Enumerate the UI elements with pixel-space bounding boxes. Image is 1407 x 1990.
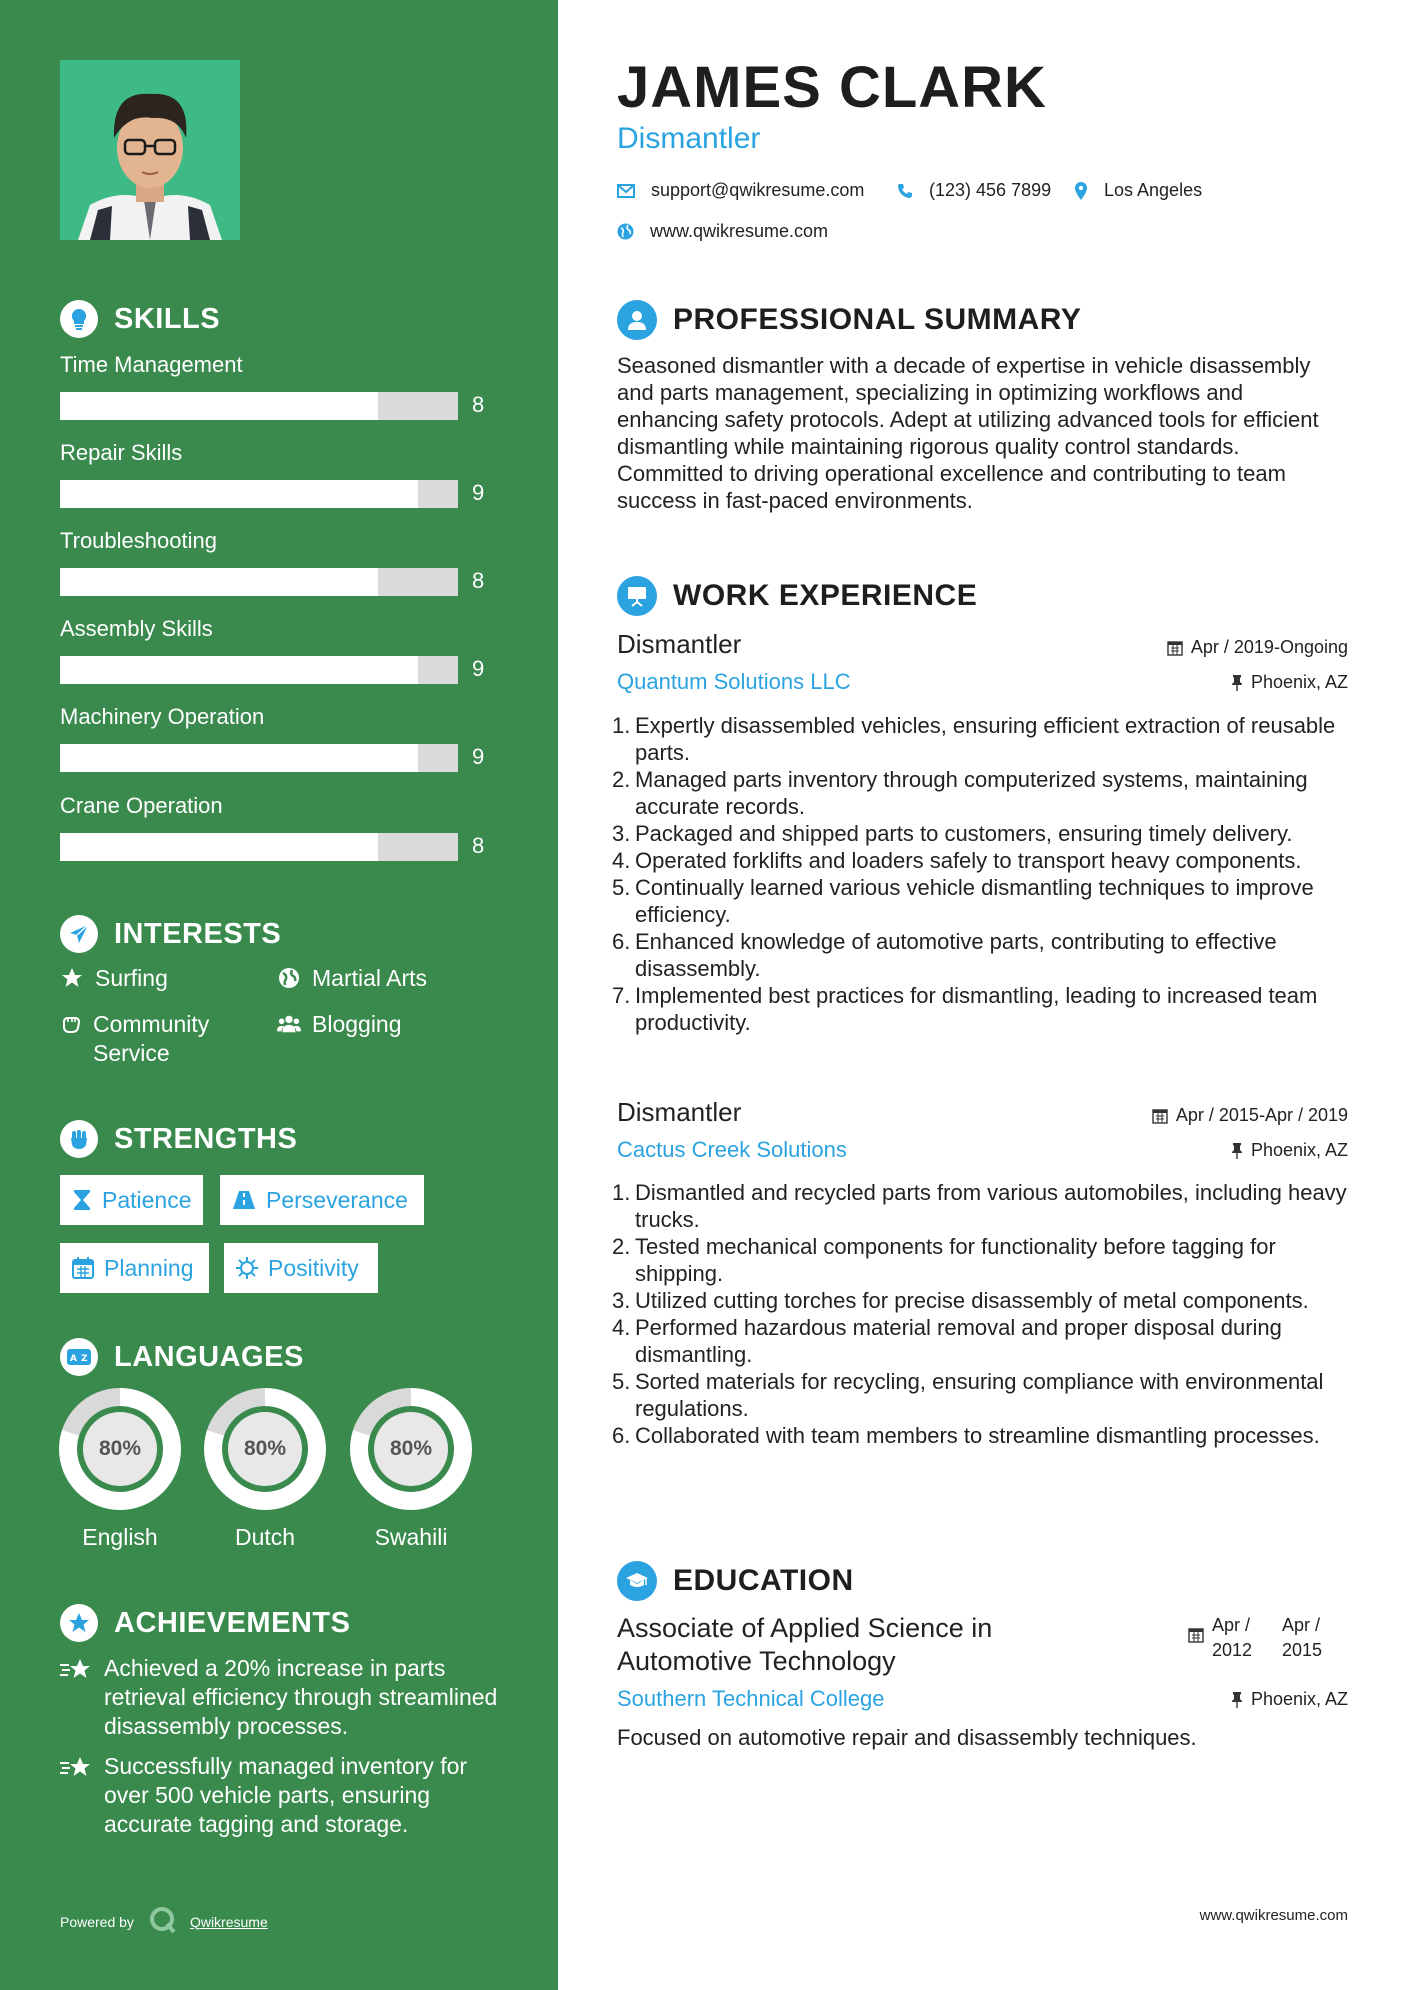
job-title: Dismantler (617, 1097, 742, 1127)
job-dates-text: Apr / 2015-Apr / 2019 (1175, 1105, 1348, 1125)
list-item: 1. Expertly disassembled vehicles, ensuring efficient extraction of reusable parts. (612, 713, 1336, 765)
achievement-item (60, 1752, 500, 1839)
calendar-icon (1188, 1613, 1204, 1663)
list-item: 5. Continually learned various vehicle dismantling techniques to improve efficiency. (612, 875, 1314, 927)
language-name: Dutch (234, 1524, 296, 1550)
strength-label: Planning (104, 1254, 194, 1281)
summary-heading (617, 300, 1081, 340)
language-percent: 80% (83, 1412, 157, 1486)
strength-label: Patience (102, 1186, 192, 1213)
fist-icon (60, 1120, 98, 1158)
interests-heading (60, 915, 281, 953)
skill-name: Time Management (60, 352, 243, 377)
globe-icon (617, 223, 634, 240)
skill-bar (60, 480, 458, 508)
interest-item (60, 964, 168, 993)
qwikresume-link[interactable]: Qwikresume (189, 1913, 268, 1930)
skill-name: Assembly Skills (60, 616, 213, 641)
language-ring (59, 1388, 181, 1510)
achievement-text: Achieved a 20% increase in parts retrieval efficiency through streamlined disassembly processes. (104, 1655, 498, 1739)
skill-name: Troubleshooting (60, 528, 217, 553)
language-icon (60, 1338, 98, 1376)
interests-title: INTERESTS (114, 917, 282, 950)
job-location-text: Phoenix, AZ (1250, 1140, 1348, 1160)
skill-bar (60, 833, 458, 861)
qwikresume-logo-icon (148, 1905, 178, 1938)
calendar-icon (72, 1257, 94, 1279)
language-name: English (82, 1524, 158, 1550)
education-location-text: Phoenix, AZ (1250, 1689, 1348, 1709)
skill-bar-fill (60, 833, 378, 861)
language-percent: 80% (228, 1412, 302, 1486)
sun-icon (236, 1257, 258, 1279)
language-ring (350, 1388, 472, 1510)
candidate-title: Dismantler (617, 122, 761, 155)
summary-title: PROFESSIONAL SUMMARY (673, 303, 1082, 336)
contact-website (617, 221, 828, 242)
skill-bar-fill (60, 568, 378, 596)
languages-heading (60, 1338, 304, 1376)
achievements-heading (60, 1604, 350, 1642)
interest-item (60, 1010, 260, 1068)
language-percent: 80% (374, 1412, 448, 1486)
pushpin-icon (1231, 1692, 1243, 1708)
education-heading (617, 1561, 854, 1601)
language-item (59, 1388, 181, 1551)
education-end (1282, 1613, 1352, 1663)
list-item: 3. Packaged and shipped parts to customers, ensuring timely delivery. (612, 821, 1293, 846)
strength-label: Positivity (268, 1254, 359, 1281)
presentation-icon (617, 576, 657, 616)
education-location (1231, 1689, 1348, 1710)
candidate-name: JAMES CLARK (617, 55, 1047, 120)
star-badge-icon (60, 1604, 98, 1642)
language-name: Swahili (374, 1524, 448, 1550)
strengths-heading (60, 1120, 297, 1158)
email-text[interactable]: support@qwikresume.com (651, 180, 865, 200)
skills-title: SKILLS (114, 302, 221, 335)
skill-bar (60, 744, 458, 772)
footer-website[interactable]: www.qwikresume.com (1199, 1907, 1348, 1924)
skill-bar (60, 656, 458, 684)
education-end-month: Apr / (1282, 1615, 1321, 1635)
education-end-year: 2015 (1282, 1640, 1323, 1660)
shooting-star-icon (60, 1752, 94, 1839)
language-item (350, 1388, 472, 1551)
interest-item (277, 1010, 402, 1039)
education-start-year: 2012 (1212, 1640, 1253, 1660)
company-name: Cactus Creek Solutions (617, 1137, 847, 1162)
globe-icon (277, 964, 301, 989)
list-item: 6. Enhanced knowledge of automotive parts, contributing to effective disassembly. (612, 929, 1277, 981)
experience-heading (617, 576, 977, 616)
skill-value: 8 (472, 392, 485, 417)
skill-bar-fill (60, 392, 378, 420)
strengths-title: STRENGTHS (114, 1122, 298, 1155)
pushpin-icon (1231, 675, 1243, 691)
job-dates-text: Apr / 2019-Ongoing (1190, 637, 1348, 657)
paper-plane-icon (60, 915, 98, 953)
hand-icon (60, 1010, 82, 1035)
experience-title: WORK EXPERIENCE (673, 579, 978, 612)
job-location (1231, 1140, 1348, 1161)
interest-item (277, 964, 427, 993)
skill-name: Repair Skills (60, 440, 183, 465)
interest-label: Community Service (93, 1011, 210, 1066)
language-ring (204, 1388, 326, 1510)
achievement-item (60, 1654, 500, 1741)
map-pin-icon (1074, 182, 1088, 200)
skill-value: 9 (472, 744, 485, 769)
user-icon (617, 300, 657, 340)
skill-bar-fill (60, 656, 418, 684)
skill-name: Machinery Operation (60, 704, 265, 729)
contact-phone (897, 180, 1051, 201)
graduation-cap-icon (617, 1561, 657, 1601)
pushpin-icon (1231, 1143, 1243, 1159)
website-text[interactable]: www.qwikresume.com (650, 221, 829, 241)
degree-title: Associate of Applied Science in Automotive Technology (617, 1613, 993, 1676)
skill-value: 9 (472, 480, 485, 505)
list-item: 1. Dismantled and recycled parts from various automobiles, including heavy trucks. (612, 1180, 1347, 1232)
strength-tag (60, 1243, 209, 1293)
phone-icon (897, 183, 913, 199)
skill-value: 9 (472, 656, 485, 681)
job-dates (1152, 1105, 1348, 1126)
list-item: 4. Operated forklifts and loaders safely to transport heavy components. (612, 848, 1302, 873)
skill-name: Crane Operation (60, 793, 223, 818)
job-location (1231, 672, 1348, 693)
skill-bar (60, 392, 458, 420)
road-icon (232, 1190, 256, 1210)
shooting-star-icon (60, 1654, 94, 1741)
company-name: Quantum Solutions LLC (617, 669, 851, 694)
contact-location (1074, 180, 1202, 201)
education-description: Focused on automotive repair and disassembly techniques. (617, 1725, 1197, 1750)
list-item: 3. Utilized cutting torches for precise disassembly of metal components. (612, 1288, 1309, 1313)
star-icon (60, 964, 84, 989)
education-start (1212, 1613, 1282, 1663)
location-text: Los Angeles (1104, 180, 1203, 200)
education-start-month: Apr / (1212, 1615, 1251, 1635)
list-item: 7. Implemented best practices for dismantling, leading to increased team productivity. (612, 983, 1318, 1035)
languages-title: LANGUAGES (114, 1340, 304, 1373)
skill-bar-fill (60, 480, 418, 508)
strength-tag (224, 1243, 378, 1293)
school-name: Southern Technical College (617, 1686, 885, 1711)
contact-email (617, 180, 864, 201)
svg-text:Z: Z (81, 1354, 88, 1364)
language-item (204, 1388, 326, 1551)
education-title: EDUCATION (673, 1564, 854, 1597)
job-dates (1167, 637, 1348, 658)
calendar-icon (1167, 640, 1183, 656)
skill-bar-fill (60, 744, 418, 772)
svg-text:A: A (70, 1354, 77, 1364)
powered-by (60, 1905, 268, 1938)
envelope-icon (617, 184, 635, 198)
sidebar (0, 0, 558, 1990)
interest-label: Martial Arts (312, 965, 428, 991)
skills-heading (60, 300, 220, 338)
calendar-icon (1152, 1108, 1168, 1124)
skill-value: 8 (472, 833, 485, 858)
list-item: 2. Managed parts inventory through computerized systems, maintaining accurate records. (612, 767, 1308, 819)
education-dates (1188, 1613, 1352, 1663)
powered-by-label: Powered by (60, 1913, 134, 1930)
job-bullets (612, 1179, 1352, 1449)
achievement-text: Successfully managed inventory for over 500 vehicle parts, ensuring accurate tagging and storage. (104, 1753, 468, 1837)
strength-label: Perseverance (266, 1186, 408, 1213)
list-item: 4. Performed hazardous material removal and proper disposal during dismantling. (612, 1315, 1282, 1367)
job-bullets (612, 712, 1352, 1036)
list-item: 6. Collaborated with team members to streamline dismantling processes. (612, 1423, 1320, 1448)
achievements-title: ACHIEVEMENTS (114, 1606, 351, 1639)
strength-tag (220, 1175, 424, 1225)
strength-tag (60, 1175, 203, 1225)
phone-text[interactable]: (123) 456 7899 (929, 180, 1052, 200)
profile-photo (60, 60, 240, 240)
users-icon (277, 1010, 301, 1035)
job-title: Dismantler (617, 629, 742, 659)
lightbulb-icon (60, 300, 98, 338)
list-item: 5. Sorted materials for recycling, ensuring compliance with environmental regulations. (612, 1369, 1324, 1421)
skill-value: 8 (472, 568, 485, 593)
hourglass-icon (72, 1189, 92, 1211)
interest-label: Surfing (95, 965, 168, 991)
summary-text: Seasoned dismantler with a decade of expertise in vehicle disassembly and parts management, specializing in optimizing workflows and enhancing safety protocols. Adept at utilizing advanced tools for efficient dismantling while maintaining rigorous quality control standards. Committed to driving operational excellence and contributing to team success in fast-paced environments. (617, 353, 1319, 513)
list-item: 2. Tested mechanical components for functionality before tagging for shipping. (612, 1234, 1276, 1286)
skill-bar (60, 568, 458, 596)
interest-label: Blogging (312, 1011, 402, 1037)
job-location-text: Phoenix, AZ (1250, 672, 1348, 692)
